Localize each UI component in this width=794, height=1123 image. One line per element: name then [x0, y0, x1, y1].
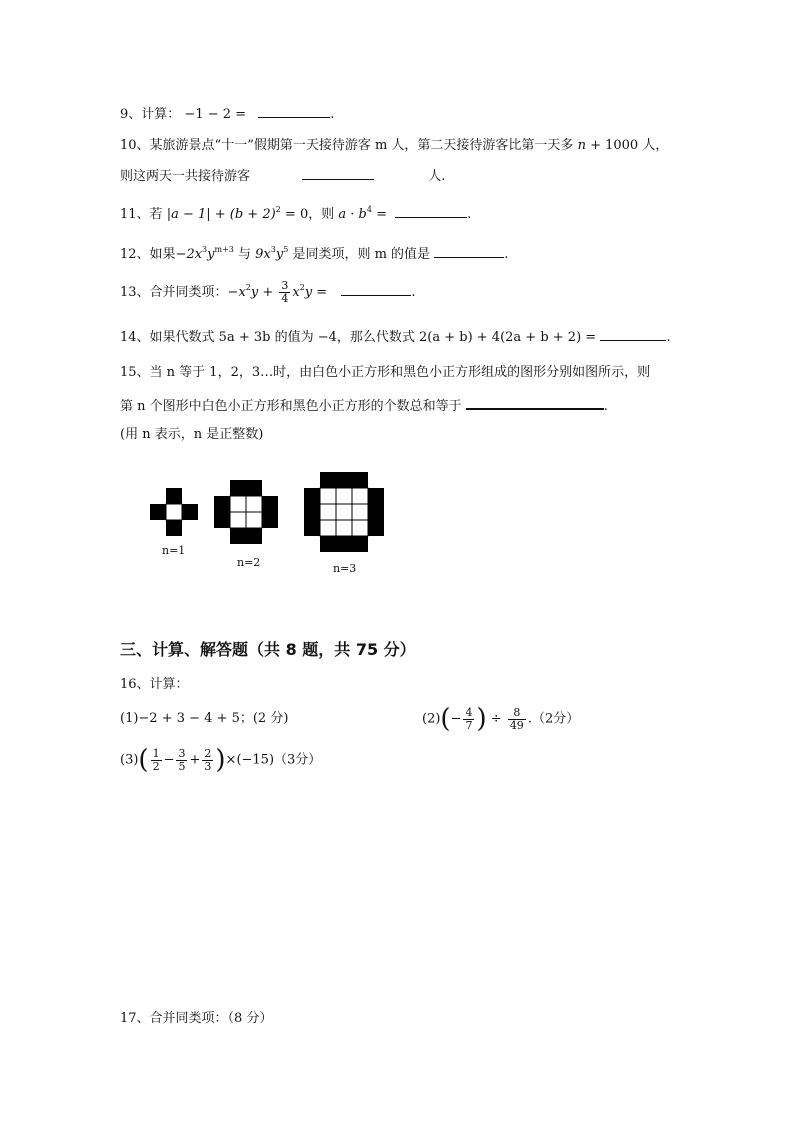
- figure-label-n1: n=1: [162, 544, 186, 557]
- answer-blank-9[interactable]: [258, 104, 330, 118]
- question-15-line3: (用 n 表示，n 是正整数): [120, 427, 264, 442]
- answer-blank-11[interactable]: [395, 204, 467, 218]
- answer-blank-12[interactable]: [434, 244, 504, 258]
- question-9: 9、计算： −1 − 2 = .: [120, 104, 334, 124]
- figure-label-n3: n=3: [333, 562, 357, 575]
- question-16-part3: (3)( $\frac{1}{2}$ − $\frac{3}{5}$ + $\frac{2}{3}$ )×(−15)（3分）: [120, 745, 322, 775]
- question-14: 14、如果代数式 5a + 3b 的值为 −4，那么代数式 2(a + b) + 4(2a + b + 2) = .: [120, 327, 670, 347]
- question-17-title: 17、合并同类项：（8 分）: [120, 1011, 273, 1026]
- fraction-3-4: $\frac{3}{4}$: [281, 279, 289, 305]
- question-15-line1: 15、当 n 等于 1，2，3…时，由白色小正方形和黑色小正方形组成的图形分别如图所示，则: [120, 365, 651, 380]
- question-16-part2: (2)(− $\frac{4}{7}$ ) ÷ $\frac{8}{49}$ .（2分）: [422, 704, 580, 734]
- question-15-line2: 第 n 个图形中白色小正方形和黑色小正方形的个数总和等于 .: [120, 395, 608, 416]
- question-10-line1: 10、某旅游景点“十一”假期第一天接待游客 m 人，第二天接待游客比第一天多 n + 1000 人，: [120, 138, 669, 153]
- figure-n1: [150, 488, 198, 536]
- question-16-part1: (1)−2 + 3 − 4 + 5；(2 分): [120, 711, 289, 726]
- figure-n2: [214, 480, 278, 544]
- section-3-title: 三、计算、解答题（共 8 题，共 75 分）: [120, 640, 416, 659]
- answer-blank-10[interactable]: [302, 166, 374, 180]
- question-10-line2: 则这两天一共接待游客 人.: [120, 166, 445, 186]
- figure-n3: [304, 472, 384, 552]
- question-16-title: 16、计算：: [120, 677, 189, 692]
- question-11: 11、若 $|a - 1| + (b + 2)^2 = 0$，则 $a \cdot b^4$ = .: [120, 205, 472, 222]
- figure-label-n2: n=2: [237, 556, 261, 569]
- question-13: 13、合并同类项：$-x^2y$ + $\frac{3}{4}$ $x^2y$ = .: [120, 279, 416, 305]
- answer-blank-15[interactable]: [466, 395, 604, 410]
- answer-blank-13[interactable]: [341, 282, 411, 296]
- question-12: 12、如果$-2x^3y^{m+3}$ 与 $9x^3y^5$ 是同类项，则 m 的值是 .: [120, 245, 509, 262]
- answer-blank-14[interactable]: [600, 327, 666, 341]
